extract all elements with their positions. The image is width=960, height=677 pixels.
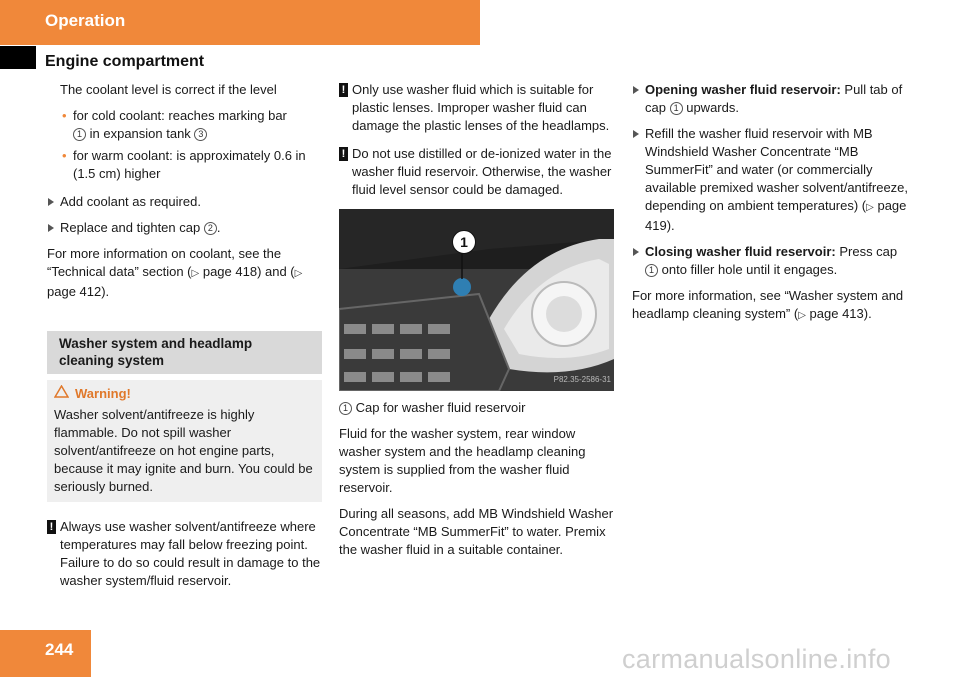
step-refill-text: Refill the washer fluid reservoir with MB Windshield Washer Concentrate “MB SummerFit” and water (or commercially available premixed washer solvent/antifreeze, depending on ambient temperatures) ( [645, 126, 909, 213]
notice-icon: ! [339, 147, 348, 161]
photo-callout-1: 1 [452, 230, 476, 254]
engine-bay-illustration [339, 209, 614, 391]
callout-1: 1 [73, 128, 86, 141]
note-distilled-water-text: Do not use distilled or de-ionized water in the washer fluid reservoir. Otherwise, the washer fluid level sensor could be damaged. [352, 146, 612, 197]
bullet-cold-text-2: in expansion tank [89, 126, 191, 141]
step-open-reservoir-heading: Opening washer fluid reservoir: [645, 82, 841, 97]
washer-concentrate-paragraph: During all seasons, add MB Windshield Washer Concentrate “MB SummerFit” to water. Premix the washer fluid in a suitable container. [339, 506, 614, 557]
section-title: Engine compartment [45, 53, 205, 70]
washer-supply-paragraph: Fluid for the washer system, rear window washer system and the headlamp cleaning system is supplied from the washer fluid reservoir. [339, 426, 586, 495]
callout-1: 1 [645, 264, 658, 277]
washer-more-info-text-2: page 413). [809, 306, 872, 321]
step-replace-cap: Replace and tighten cap 2 . [47, 219, 322, 237]
page-ref-icon: ▷ [798, 310, 806, 321]
step-open-reservoir-text-2: upwards. [686, 100, 739, 115]
step-close-reservoir-text-2: onto filler hole until it engages. [661, 262, 838, 277]
coolant-intro: The coolant level is correct if the level [60, 82, 277, 97]
header-bar [0, 0, 480, 45]
page-number-box [0, 630, 91, 677]
washer-more-info [632, 287, 912, 325]
section-marker [0, 46, 36, 69]
more-info-text-3: page 412). [47, 284, 110, 299]
step-close-reservoir-heading: Closing washer fluid reservoir: [645, 244, 836, 259]
column-3 [632, 81, 912, 333]
note-plastic-lenses-text: Only use washer fluid which is suitable for plastic lenses. Improper washer fluid can damage the plastic lenses of the headlamps. [352, 82, 610, 133]
more-info-text-2: page 418) and ( [202, 264, 295, 279]
step-open-reservoir-text: Pull tab of cap [645, 82, 903, 115]
watermark: carmanualsonline.info [622, 644, 891, 674]
step-refill-reservoir [632, 125, 912, 235]
note-antifreeze-text: Always use washer solvent/antifreeze where temperatures may fall below freezing point. Failure to do so could result in damage to the washer system/fluid reservoir. [60, 519, 321, 588]
step-open-reservoir [632, 81, 912, 117]
note-antifreeze [47, 518, 322, 590]
notice-icon: ! [47, 520, 56, 534]
page-number: 244 [45, 640, 74, 659]
photo-caption-text: Cap for washer fluid reservoir [355, 400, 526, 415]
washer-more-info-text: For more information, see “Washer system and headlamp cleaning system” ( [632, 288, 904, 321]
warning-heading [54, 385, 317, 403]
bullet-cold [60, 107, 322, 143]
step-close-reservoir [632, 243, 912, 279]
step-replace-cap-text: Replace and tighten cap [60, 220, 201, 235]
bullet-warm: • for warm coolant: is approximately 0.6 in (1.5 cm) higher [60, 147, 322, 183]
warning-triangle-icon [54, 385, 69, 403]
callout-2: 2 [204, 222, 217, 235]
column-2 [339, 81, 615, 567]
chapter-title: Operation [45, 11, 126, 30]
step-refill-text-2: page 419). [645, 198, 907, 233]
bullet-cold-text: for cold coolant: reaches marking bar [73, 108, 287, 123]
column-1 [47, 81, 322, 600]
notice-icon: ! [339, 83, 348, 97]
coolant-more-info [47, 245, 322, 301]
note-plastic-lenses [339, 81, 615, 135]
washer-section-title: Washer system and headlamp cleaning system [47, 331, 322, 374]
callout-1: 1 [670, 102, 683, 115]
page-ref-icon: ▷ [294, 268, 303, 279]
warning-label: Warning! [75, 386, 131, 401]
page-ref-icon: ▷ [866, 202, 874, 213]
warning-box [47, 380, 322, 502]
step-close-reservoir-text: Press cap [839, 244, 898, 259]
step-add-coolant: Add coolant as required. [47, 193, 322, 211]
callout-3: 3 [194, 128, 207, 141]
more-info-text: For more information on coolant, see the “Technical data” section ( [47, 246, 282, 279]
callout-1: 1 [339, 402, 352, 415]
warning-text: Washer solvent/antifreeze is highly flammable. Do not spill washer solvent/antifreeze on hot engine parts, because it may ignite and burn. You could be seriously burned. [54, 407, 313, 494]
photo-caption [339, 399, 615, 417]
photo-code: P82.35-2586-31 [553, 375, 611, 384]
washer-reservoir-photo [339, 209, 614, 391]
note-distilled-water [339, 145, 615, 199]
page-ref-icon: ▷ [191, 268, 200, 279]
